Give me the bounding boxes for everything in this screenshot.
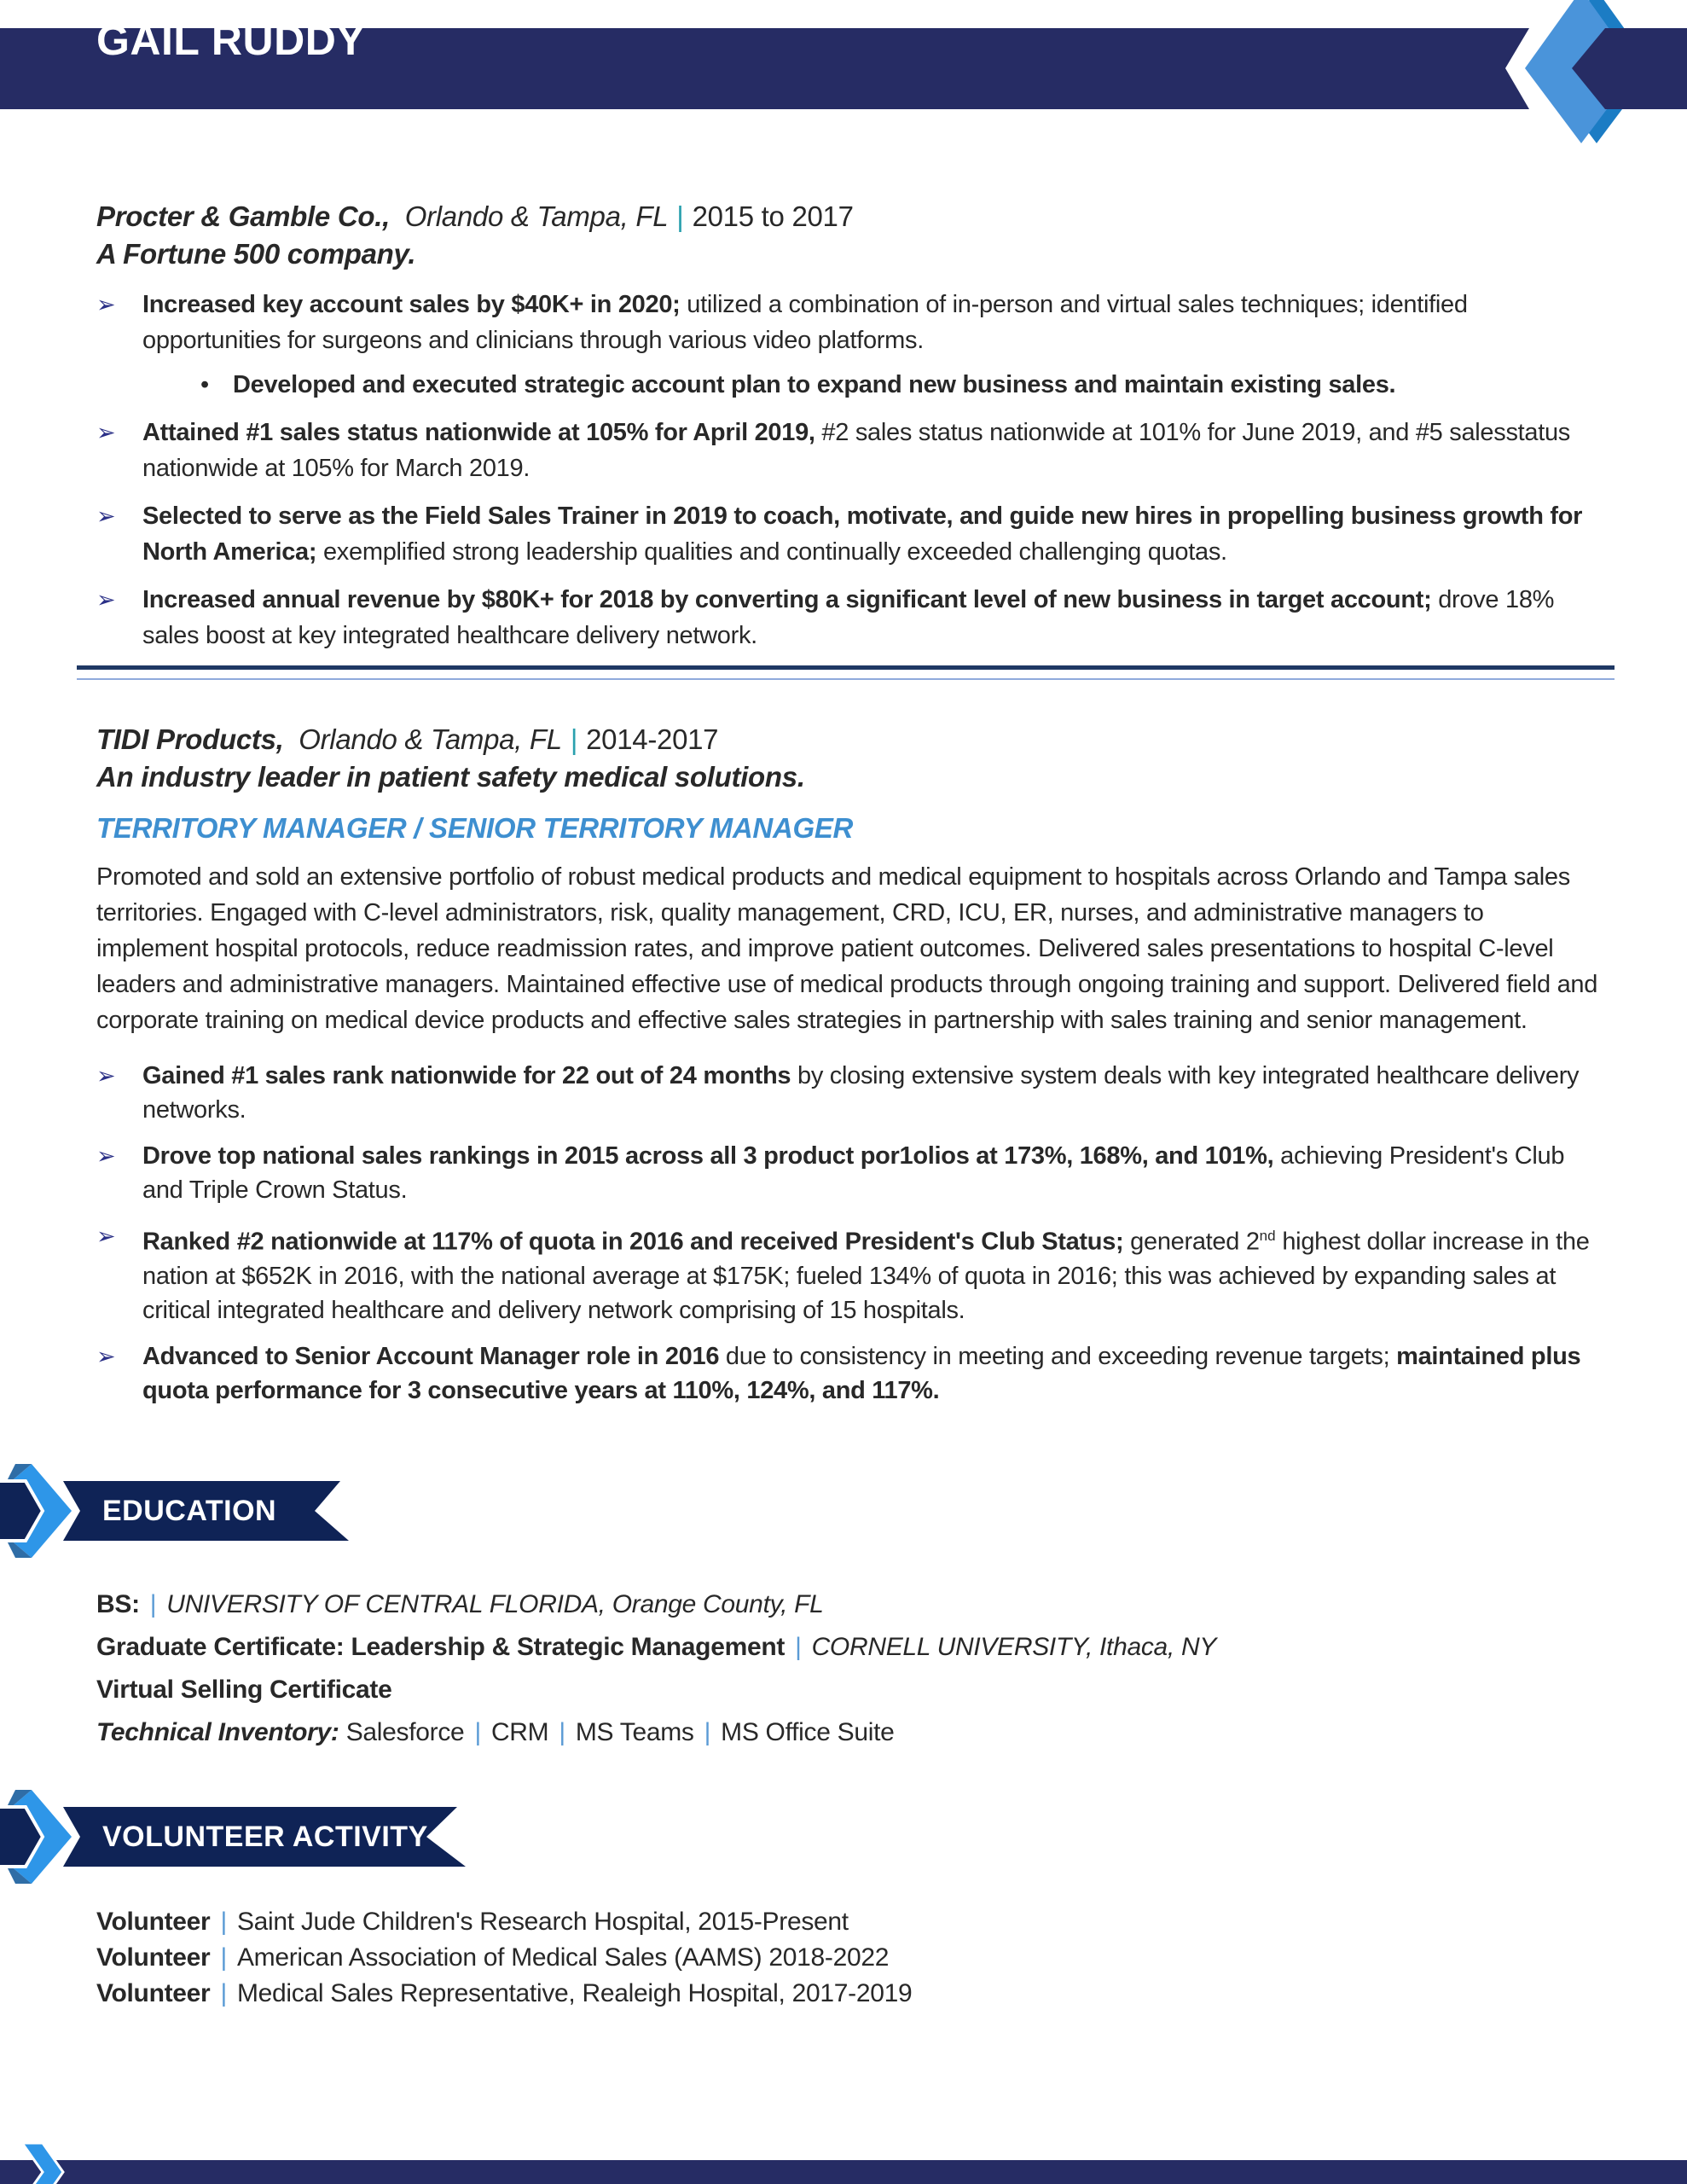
arrow-bullet-icon: ➢ xyxy=(96,292,116,317)
separator: | xyxy=(559,1718,565,1746)
company-name: Procter & Gamble Co., xyxy=(96,200,390,232)
volunteer-banner xyxy=(0,1788,512,1885)
separator: | xyxy=(220,1979,227,2007)
arrow-bullet-icon: ➢ xyxy=(96,420,116,445)
list-item: ➢ Attained #1 sales status nationwide at 105% for April 2019, #2 sales status nationwide at 101% for June 2019, and #5 salesstatus nationwide at 105% for March 2019. xyxy=(96,415,1602,486)
company-location: Orlando & Tampa, FL xyxy=(404,200,669,232)
list-item: ➢ Drove top national sales rankings in 2015 across all 3 product por1olios at 173%, 168%, and 101%, achieving President's Club and Triple Crown Status. xyxy=(96,1139,1602,1207)
job-heading xyxy=(96,721,1602,796)
separator: | xyxy=(220,1908,227,1936)
bullet-list xyxy=(96,1059,1602,1408)
section-heading: VOLUNTEER ACTIVITY xyxy=(102,1821,428,1853)
list-item: ➢ Ranked #2 nationwide at 117% of quota in 2016 and received President's Club Status; generated 2nd highest dollar increase in the nation at $652K in 2016, with the national average at $175K; fueled 134% of quota in 2016; this was achieved by expanding sales at critical integrated healthcare and delivery network comprising of 15 hospitals. xyxy=(96,1219,1602,1327)
certificate-line: Graduate Certificate: Leadership & Strategic Management | CORNELL UNIVERSITY, Ithaca, NY xyxy=(96,1633,1217,1661)
arrow-bullet-icon: ➢ xyxy=(96,503,116,529)
volunteer-row: Volunteer | Medical Sales Representative, Realeigh Hospital, 2017-2019 xyxy=(96,1979,913,2007)
job-summary: Promoted and sold an extensive portfolio of robust medical products and medical equipment to hospitals across Orlando and Tampa sales territories. Engaged with C-level administrators, risk, quality management, CRD, ICU, ER, nurses, and administrative managers to implement hospital protocols, reduce readmission rates, and improve patient outcomes. Delivered sales presentations to hospital C-level leaders and administrative managers. Maintained effective use of medical products through ongoing training and support. Delivered field and corporate training on medical device products and effective sales strategies in partnership with sales training and senior management. xyxy=(96,863,1598,1034)
page-title: GAIL RUDDY xyxy=(96,16,366,64)
list-item: ➢ Advanced to Senior Account Manager role in 2016 due to consistency in meeting and exceeding revenue targets; maintained plus quota performance for 3 consecutive years at 110%, 124%, and 117%. xyxy=(96,1339,1602,1408)
footer-chevron-icon xyxy=(14,2138,77,2184)
education-details xyxy=(96,1583,1602,1754)
list-item: ➢ Selected to serve as the Field Sales Trainer in 2019 to coach, motivate, and guide new hires in propelling business growth for North America; exemplified strong leadership qualities and continually exceeded challenging quotas. xyxy=(96,498,1602,570)
section-procter-gamble xyxy=(96,198,1602,653)
arrow-bullet-icon: ➢ xyxy=(96,1063,116,1089)
list-item: ➢ Increased annual revenue by $80K+ for 2018 by converting a significant level of new business in target account; drove 18% sales boost at key integrated healthcare delivery network. xyxy=(96,582,1602,653)
separator: | xyxy=(474,1718,481,1746)
job-title: TERRITORY MANAGER / SENIOR TERRITORY MANAGER xyxy=(96,812,854,844)
list-item: ➢ Gained #1 sales rank nationwide for 22 out of 24 months by closing extensive system deals with key integrated healthcare delivery networks. xyxy=(96,1059,1602,1127)
dot-bullet-icon: • xyxy=(200,371,209,398)
company-tagline: A Fortune 500 company. xyxy=(96,238,416,270)
job-dates: 2015 to 2017 xyxy=(692,200,854,232)
separator: | xyxy=(149,1590,157,1618)
section-tidi xyxy=(96,721,1602,1408)
header-diamond-icon xyxy=(1431,0,1687,147)
education-banner xyxy=(0,1462,392,1560)
company-location: Orlando & Tampa, FL xyxy=(299,723,562,755)
list-item: ➢ Increased key account sales by $40K+ in 2020; utilized a combination of in-person and virtual sales techniques; identified opportunities for surgeons and clinicians through various video platforms. xyxy=(96,287,1602,358)
volunteer-details xyxy=(96,1904,1602,2012)
degree-line: BS: | UNIVERSITY OF CENTRAL FLORIDA, Orange County, FL xyxy=(96,1590,824,1618)
arrow-bullet-icon: ➢ xyxy=(96,1343,116,1369)
volunteer-row: Volunteer | Saint Jude Children's Research Hospital, 2015-Present xyxy=(96,1908,849,1936)
footer-band xyxy=(0,2160,1687,2184)
sub-list-item: • Developed and executed strategic account plan to expand new business and maintain existing sales. xyxy=(200,367,1602,403)
section-heading: EDUCATION xyxy=(102,1495,277,1527)
separator: | xyxy=(704,1718,711,1746)
arrow-bullet-icon: ➢ xyxy=(96,1143,116,1169)
separator: | xyxy=(570,723,578,755)
separator: | xyxy=(795,1633,802,1661)
section-divider xyxy=(77,665,1615,680)
technical-inventory-line: Technical Inventory: Salesforce | CRM | MS Teams | MS Office Suite xyxy=(96,1718,895,1746)
separator: | xyxy=(220,1943,227,1972)
volunteer-row: Volunteer | American Association of Medical Sales (AAMS) 2018-2022 xyxy=(96,1943,890,1972)
bullet-list xyxy=(96,287,1602,653)
job-heading xyxy=(96,198,1602,273)
company-name: TIDI Products, xyxy=(96,723,284,755)
company-tagline: An industry leader in patient safety medical solutions. xyxy=(96,761,805,793)
arrow-bullet-icon: ➢ xyxy=(96,1223,116,1249)
certificate-line: Virtual Selling Certificate xyxy=(96,1676,392,1704)
job-dates: 2014-2017 xyxy=(586,723,719,755)
separator: | xyxy=(676,200,684,232)
arrow-bullet-icon: ➢ xyxy=(96,587,116,613)
